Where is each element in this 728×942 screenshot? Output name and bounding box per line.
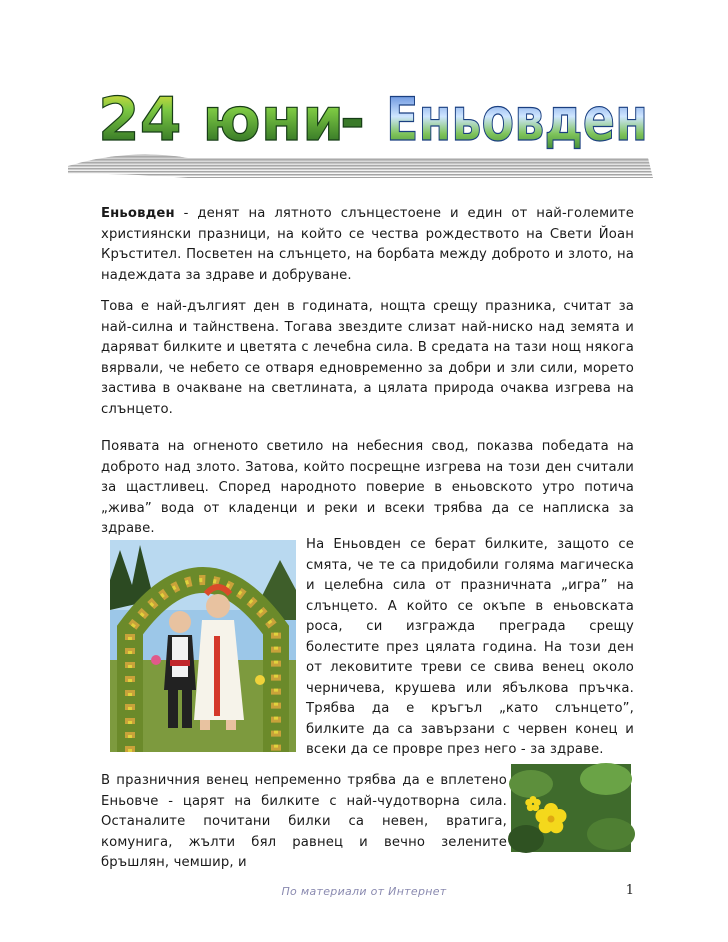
page-title bbox=[68, 78, 658, 186]
paragraph-sunrise: Появата на огненото светило на небесния свод, показва победата на доброто над злото. Затова, който посрещне изгрева на този ден считали за щастливец. Според народното поверие в еньовското утро потича „жива” вода от кладенци и реки и всеки трябва да се наплиска за здраве. bbox=[101, 439, 634, 536]
paragraph-longest-day: Това е най-дългият ден в годината, нощта срещу празника, считат за най-силна и тайнствена. Тогава звездите слизат най-ниско над земята и даряват билките и цветята с лечебна сила. В средата на тази нощ някога вярвали, че небето се отваря едновременно за добри и зли сили, морето застива в очакване на светлината, а цялата природа очаква изгрева на слънцето. bbox=[101, 299, 634, 417]
title-reflection bbox=[68, 154, 653, 178]
title-wordart bbox=[68, 78, 658, 186]
intro-text: - денят на лятното слънцестоене и един от най-големите християнски празници, на който се чества рождеството на Свети Йоан Кръстител. Посветен на слънцето, на борбата между доброто и злото, на надеждата за здраве и добруване. bbox=[101, 206, 634, 283]
footer-source: По материали от Интернет bbox=[281, 885, 447, 898]
paragraph-intro bbox=[101, 204, 634, 286]
photo-children-wreath bbox=[110, 540, 296, 752]
photo-yellow-flowers bbox=[511, 764, 631, 852]
paragraph-wreath: В празничния венец непременно трябва да е вплетено Еньовче - царят на билките с най-чудотворна сила. Останалите почитани билки са невен, вратига, комунига, жълти бял равнец и вечно зелените бръшлян, чемшир, и bbox=[101, 773, 507, 870]
title-dash: - bbox=[340, 85, 365, 155]
page-number: 1 bbox=[625, 883, 634, 898]
title-part2: Еньовден bbox=[386, 85, 648, 155]
lead-word: Еньовден bbox=[101, 206, 175, 221]
paragraph-herbs: На Еньовден се берат билките, защото се смята, че те са придобили голяма магическа и целебна сила от празничната „игра” на слънцето. А който се окъпе в еньовската роса, си изгражда преграда срещу болестите през цялата година. На този ден от лековитите треви се свива венец около черничева, крушева или ябълкова пръчка. Трябва да е кръгъл „като слънцето”, билките да са завързани с червен конец и всеки да се провре през него - за здраве. bbox=[306, 537, 634, 757]
title-part1: 24 юни bbox=[98, 85, 345, 155]
